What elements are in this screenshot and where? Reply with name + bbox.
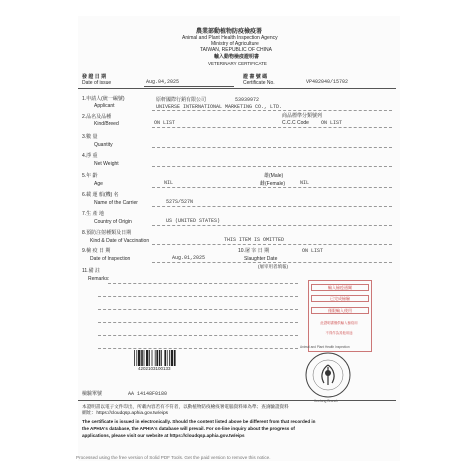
footer-line-1: 本證明書以電子文件印出，所載內容若有不符者，以動植物防疫檢疫署電腦資料庫為準；查詢驗證資料 <box>82 404 289 409</box>
footer-line-2: 網址：https://cloudqsp.aphia.gov.tw/eips <box>82 411 169 416</box>
seal-text-bottom: Keelung Branch <box>314 399 339 403</box>
carrier-label-zh: 6.載 運 船(機) 名 <box>82 192 119 198</box>
applicant-name-zh: 原軒國際行銷有限公司 <box>156 97 207 103</box>
order-label-zh: 檢驗單號 <box>82 391 103 397</box>
inspection-value: Aug.01,2025 <box>172 255 206 261</box>
ccc-value: ON LIST <box>321 120 343 126</box>
age-label-zh: 5.年 齡 <box>82 173 98 179</box>
cert-no-value: VP402040/15702 <box>306 79 349 85</box>
ccc-label-zh: 商品標準分類號列 <box>282 113 323 119</box>
stamp-3: 僅限輸入使用 <box>311 307 369 314</box>
net-weight-label-en: Net Weight <box>94 161 119 167</box>
certificate-title-zh: 輸入動物檢疫證明書 <box>214 54 260 60</box>
origin-label-en: Country of Origin <box>94 219 132 225</box>
age-label-en: Age <box>94 181 103 187</box>
watermark-notice: Processed using the free version of Solid PDF Tools. Get the paid version to remove this notice. <box>76 455 271 460</box>
applicant-name-en: UNIVERSE INTERNATIONAL MARKETING CO., LTD. <box>156 104 283 110</box>
footer-line-5: applications, please visit our website at https://cloudqsp.aphia.gov.tw/eips <box>82 433 245 438</box>
kind-value: ON LIST <box>154 120 176 126</box>
stamp-5: 不得作為其他用途 <box>325 331 353 335</box>
vaccination-label-en: Kind & Date of Vaccination <box>90 238 150 244</box>
cert-no-label-zh: 證 書 號 碼 <box>243 74 268 80</box>
quantity-label-en: Quantity <box>94 142 113 148</box>
applicant-label-zh: 1.申請人(統一編號) <box>82 96 125 102</box>
stamp-1: 輸入檢疫通關 <box>311 284 369 291</box>
stamp-4: 此證明書僅供輸入檢疫用 <box>320 321 358 325</box>
ministry-title: Ministry of Agriculture <box>211 41 259 47</box>
certificate-title-en: VETERINARY CERTIFICATE <box>208 61 267 66</box>
slaughter-label-en: Slaughter Date <box>244 256 278 262</box>
footer-line-4: the APHIA's database, the APHIA's database will prevail. For on-line inquiry about the progress of <box>82 426 295 431</box>
stamp-block <box>308 280 372 352</box>
remarks-label-zh: 11.備 註 <box>82 268 100 274</box>
issue-date-label-zh: 發 證 日 期 <box>82 74 107 80</box>
origin-value: US (UNITED STATES) <box>166 218 221 224</box>
age-value: NIL <box>164 180 174 186</box>
male-label: 雄(Male) <box>264 173 284 179</box>
sex-value: NIL <box>300 180 310 186</box>
remarks-label-en: Remarks: <box>88 276 110 282</box>
inspection-label-zh: 9.檢 疫 日 期 <box>82 248 111 254</box>
barcode-number: 4202103100133 <box>138 366 171 371</box>
applicant-label-en: Applicant <box>94 103 115 109</box>
kind-label-zh: 2.品名及品種 <box>82 114 112 120</box>
net-weight-label-zh: 4.淨 重 <box>82 153 98 159</box>
quantity-label-zh: 3.數 量 <box>82 134 98 140</box>
cert-no-label-en: Certificate No. <box>243 80 275 86</box>
ccc-label-en: C.C.C Code <box>282 120 309 126</box>
applicant-id: 53939972 <box>235 97 260 103</box>
vaccination-label-zh: 8.預防注射種類及日期 <box>82 230 132 236</box>
barcode <box>134 350 194 366</box>
slaughter-label-zh: 10.屠 宰 日 期 <box>238 248 270 254</box>
order-value: AA 14148F0180 <box>128 391 168 397</box>
seal-text-top: Animal and Plant Health Inspection <box>300 345 350 349</box>
country-title: TAIWAN, REPUBLIC OF CHINA <box>200 47 272 53</box>
carrier-label-en: Name of the Carrier <box>94 200 138 206</box>
agency-title-zh: 農業部動植物防疫檢疫署 <box>196 29 263 35</box>
inspection-label-en: Date of Inspection <box>90 256 131 262</box>
carrier-value: 527S/527N <box>166 199 194 205</box>
origin-label-zh: 7.生 產 地 <box>82 211 104 217</box>
stamp-2: 已完成檢驗 <box>311 295 369 302</box>
issue-date-value: Aug.04,2025 <box>146 79 180 85</box>
kind-label-en: Kind/Breed <box>94 121 119 127</box>
issue-date-label-en: Date of issue <box>82 80 112 86</box>
footer-line-3: The certificate is issued in electronically. Should the content listed above be different from that recorded in <box>82 419 316 424</box>
certificate-sheet <box>78 16 400 461</box>
vaccination-value: THIS ITEM IS OMITTED <box>224 237 285 243</box>
official-seal <box>304 351 352 399</box>
slaughter-note: (屠宰用者填報) <box>258 264 288 269</box>
slaughter-value: ON LIST <box>302 248 324 254</box>
agency-title-en: Animal and Plant Health Inspection Agency <box>182 35 278 41</box>
female-label: 雌(Female) <box>260 181 286 187</box>
